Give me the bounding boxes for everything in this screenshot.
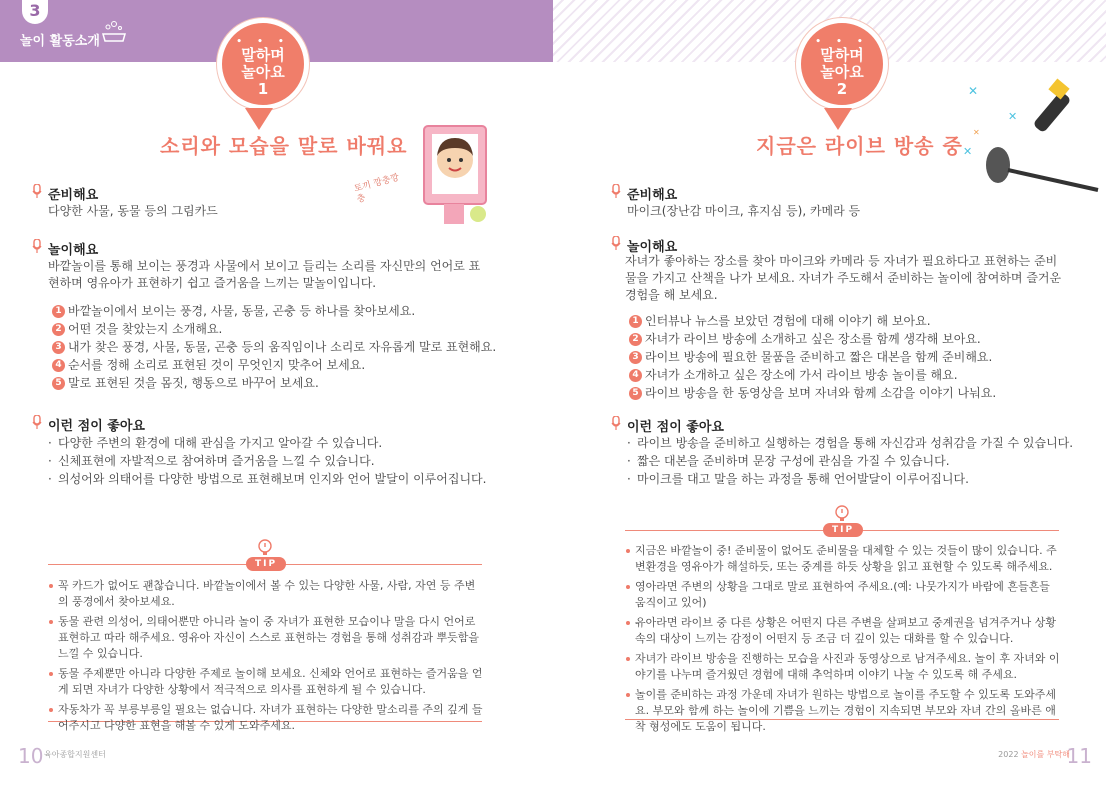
bubble-tail (824, 108, 852, 130)
prepare-heading: 준비해요 (32, 184, 98, 203)
svg-text:✕: ✕ (1008, 110, 1018, 123)
tip-item: 동물 관련 의성어, 의태어뿐만 아니라 놀이 중 자녀가 표현한 모습이나 말을 다시 언어로 표현하고 따라 해주세요. 영유아 자신이 스스로 표현하는 경험을 통해 성취감과 뿌듯함을 느낄 수 있습니다. (48, 614, 484, 662)
section-number: 3 (22, 0, 48, 24)
tip-badge: TIP (246, 557, 286, 571)
lightbulb-icon (833, 504, 851, 524)
microphone-icon (32, 415, 42, 429)
number-circle-icon: 2 (52, 323, 65, 336)
list-item: · 다양한 주변의 환경에 대해 관심을 가지고 알아갈 수 있습니다. (48, 434, 518, 452)
step-item: 3 내가 찾은 풍경, 사물, 동물, 곤충 등의 움직임이나 소리로 자유롭게 말로 표현해요. (52, 338, 512, 356)
step-item: 2 어떤 것을 찾았는지 소개해요. (52, 320, 512, 338)
activity-bubble: • • • 말하며 놀아요 1 (217, 18, 309, 110)
step-item: 1 인터뷰나 뉴스를 보았던 경험에 대해 이야기 해 보아요. (629, 312, 1089, 330)
step-item: 2 자녀가 라이브 방송에 소개하고 싶은 장소를 함께 생각해 보아요. (629, 330, 1089, 348)
footer-series: 2022 놀이를 부탁해 (998, 750, 1070, 759)
number-circle-icon: 1 (629, 315, 642, 328)
list-item: · 라이브 방송을 준비하고 실행하는 경험을 통해 자신감과 성취감을 가질 수 있습니다. (627, 434, 1097, 452)
tip-item: 꼭 카드가 없어도 괜찮습니다. 바깥놀이에서 볼 수 있는 다양한 사물, 사람, 자연 등 주변의 풍경에서 찾아보세요. (48, 578, 484, 610)
step-item: 4 자녀가 소개하고 싶은 장소에 가서 라이브 방송 놀이를 해요. (629, 366, 1089, 384)
good-heading: 이런 점이 좋아요 (611, 416, 724, 435)
section-title: 놀이 활동소개 (20, 34, 100, 49)
activity-bubble: • • • 말하며 놀아요 2 (796, 18, 888, 110)
list-item: · 짧은 대본을 준비하며 문장 구성에 관심을 가질 수 있습니다. (627, 452, 1097, 470)
tip-item: 유아라면 라이브 중 다른 상황은 어떤지 다른 주변을 살펴보고 중계권을 넘겨주거나 상황 속의 대상이 느끼는 감정이 어떤지 등 조금 더 깊이 있는 대화를 할 수 있습니다. (625, 615, 1063, 647)
microphone-icon (611, 184, 621, 198)
list-item: · 의성어와 의태어를 다양한 방법으로 표현해보며 인지와 언어 발달이 이루어집니다. (48, 470, 518, 488)
tip-item: 영아라면 주변의 상황을 그대로 말로 표현하여 주세요.(예: 나뭇가지가 바람에 흔들흔들 움직이고 있어) (625, 579, 1063, 611)
play-heading: 놀이해요 (611, 236, 677, 255)
tip-item: 자동차가 꼭 부릉부릉일 필요는 없습니다. 자녀가 표현하는 다양한 말소리를 주의 깊게 들어주시고 다양한 표현을 해볼 수 있게 도와주세요. (48, 702, 484, 734)
play-heading: 놀이해요 (32, 239, 98, 258)
tip-list (625, 543, 1063, 739)
number-circle-icon: 5 (629, 387, 642, 400)
tip-item: 자녀가 라이브 방송을 진행하는 모습을 사진과 동영상으로 남겨주세요. 놀이 후 자녀와 이야기를 나누며 즐거웠던 경험에 대해 추억하며 이야기 나눌 수 있도록 해 주세요. (625, 651, 1063, 683)
play-steps (52, 302, 512, 392)
child-frame-illustration (418, 122, 498, 232)
step-item: 4 순서를 정해 소리로 표현된 것이 무엇인지 맞추어 보세요. (52, 356, 512, 374)
activity-title: 소리와 모습을 말로 바꿔요 (160, 134, 408, 158)
page-number: 11 (1066, 744, 1092, 768)
list-item: · 신체표현에 자발적으로 참여하며 즐거움을 느낄 수 있습니다. (48, 452, 518, 470)
number-circle-icon: 4 (52, 359, 65, 372)
prepare-text: 마이크(장난감 마이크, 휴지심 등), 카메라 등 (627, 204, 861, 218)
svg-text:✕: ✕ (973, 128, 980, 137)
microphone-icon (32, 239, 42, 253)
step-item: 3 라이브 방송에 필요한 물품을 준비하고 짧은 대본을 함께 준비해요. (629, 348, 1089, 366)
prepare-heading: 준비해요 (611, 184, 677, 203)
play-steps (629, 312, 1089, 402)
microphone-icon (611, 236, 621, 250)
good-heading: 이런 점이 좋아요 (32, 415, 145, 434)
lightbulb-icon (256, 538, 274, 558)
step-item: 5 말로 표현된 것을 몸짓, 행동으로 바꾸어 보세요. (52, 374, 512, 392)
microphone-illustration (953, 70, 1103, 200)
svg-text:✕: ✕ (968, 84, 979, 98)
microphone-icon (611, 416, 621, 430)
tip-item: 놀이를 준비하는 과정 가운데 자녀가 원하는 방법으로 놀이를 주도할 수 있도록 도와주세요. 부모와 함께 하는 놀이에 기쁨을 느끼는 경험이 지속되면 부모와 자녀 간의 올바른 애착 형성에도 도움이 됩니다. (625, 687, 1063, 735)
good-list (627, 434, 1097, 488)
bath-doodle-icon (100, 18, 128, 46)
number-circle-icon: 3 (52, 341, 65, 354)
tip-item: 지금은 바깥놀이 중! 준비물이 없어도 준비물을 대체할 수 있는 것들이 많이 있습니다. 주변환경을 영유아가 해설하듯, 또는 중계를 하듯 상황을 읽고 표현할 수 있도록 해주세요. (625, 543, 1063, 575)
step-item: 1 바깥놀이에서 보이는 풍경, 사물, 동물, 곤충 등 하나를 찾아보세요. (52, 302, 512, 320)
good-list (48, 434, 518, 488)
number-circle-icon: 1 (52, 305, 65, 318)
list-item: · 마이크를 대고 말을 하는 과정을 통해 언어발달이 이루어집니다. (627, 470, 1097, 488)
page-number: 10 (18, 744, 44, 768)
right-page (553, 0, 1106, 786)
tip-item: 동물 주제뿐만 아니라 다양한 주제로 놀이해 보세요. 신체와 언어로 표현하는 즐거움을 얻게 되면 자녀가 다양한 상황에서 적극적으로 의사를 표현하게 될 수 있습니다. (48, 666, 484, 698)
tip-badge: TIP (823, 523, 863, 537)
prepare-text: 다양한 사물, 동물 등의 그림카드 (48, 204, 218, 218)
play-intro: 자녀가 좋아하는 장소를 찾아 마이크와 카메라 등 자녀가 필요하다고 표현하는 준비물을 가지고 산책을 나가 보세요. 자녀가 주도해서 준비하는 놀이에 참여하며 즐거운 경험을 해 보세요. (625, 254, 1062, 302)
activity-title: 지금은 라이브 방송 중 (756, 134, 963, 158)
svg-text:✕: ✕ (963, 145, 973, 158)
number-circle-icon: 4 (629, 369, 642, 382)
doodle-caption: 토끼 깡충깡충 (353, 172, 401, 206)
number-circle-icon: 5 (52, 377, 65, 390)
number-circle-icon: 3 (629, 351, 642, 364)
number-circle-icon: 2 (629, 333, 642, 346)
footer-org: 육아종합지원센터 (44, 750, 106, 759)
play-intro: 바깥놀이를 통해 보이는 풍경과 사물에서 보이고 들리는 소리를 자신만의 언어로 표현하며 영유아가 표현하기 쉽고 즐거움을 느끼는 말놀이입니다. (48, 259, 481, 290)
tip-list (48, 578, 484, 738)
step-item: 5 라이브 방송을 한 동영상을 보며 자녀와 함께 소감을 이야기 나눠요. (629, 384, 1089, 402)
bubble-tail (245, 108, 273, 130)
microphone-icon (32, 184, 42, 198)
